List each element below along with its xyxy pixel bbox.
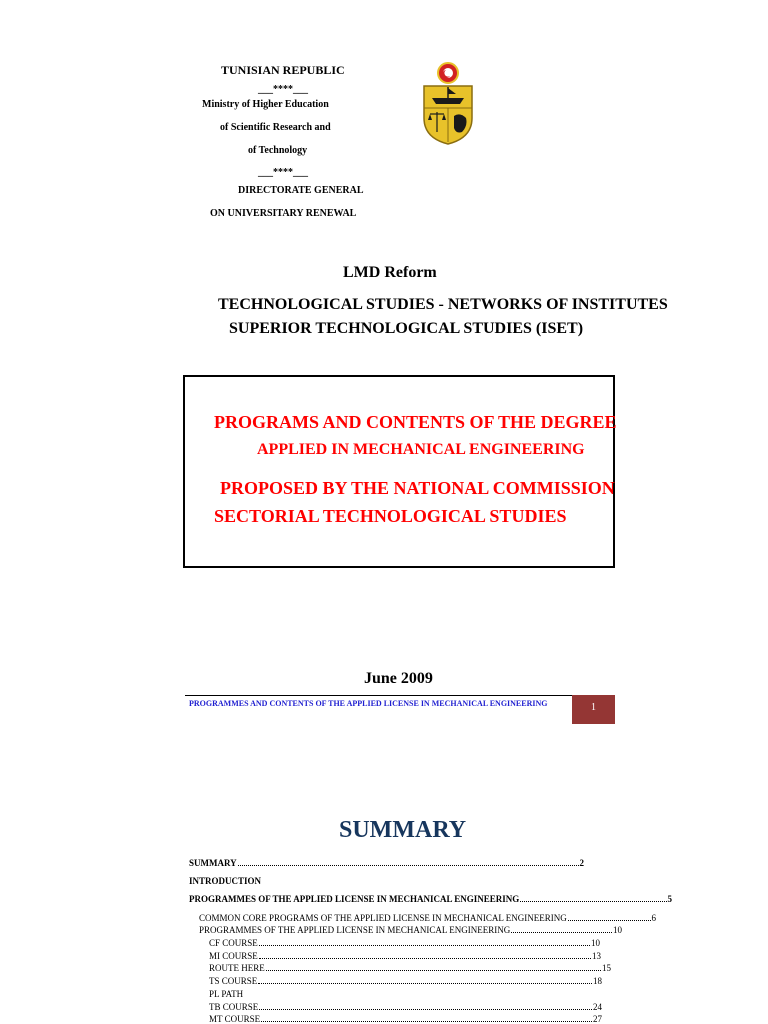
ministry-line: Ministry of Higher Education bbox=[202, 99, 329, 110]
directorate-line: ON UNIVERSITARY RENEWAL bbox=[210, 208, 357, 219]
ministry-line: of Technology bbox=[248, 145, 308, 156]
toc-page: 6 bbox=[651, 913, 656, 923]
box-title-line: PROPOSED BY THE NATIONAL COMMISSION bbox=[220, 478, 615, 498]
toc-entry[interactable] bbox=[209, 1014, 602, 1024]
toc-label: CF COURSE bbox=[209, 938, 258, 948]
toc-entry[interactable] bbox=[189, 894, 672, 904]
toc-leader bbox=[520, 901, 666, 902]
toc-leader bbox=[238, 865, 579, 866]
toc-entry[interactable] bbox=[209, 1002, 602, 1012]
toc-entry[interactable] bbox=[209, 951, 601, 961]
coat-of-arms-icon bbox=[420, 60, 476, 146]
toc-label: COMMON CORE PROGRAMS OF THE APPLIED LICENSE IN MECHANICAL ENGINEERING bbox=[199, 913, 567, 923]
directorate-line: DIRECTORATE GENERAL bbox=[238, 185, 364, 196]
toc-page: 2 bbox=[579, 858, 584, 868]
toc-leader bbox=[568, 920, 651, 921]
republic-label: TUNISIAN REPUBLIC bbox=[221, 63, 345, 77]
toc-label: PROGRAMMES OF THE APPLIED LICENSE IN MECHANICAL ENGINEERING bbox=[199, 925, 511, 935]
page-number-badge bbox=[572, 695, 615, 724]
toc-entry[interactable] bbox=[199, 925, 622, 935]
toc-leader bbox=[261, 1021, 592, 1022]
toc-page: 10 bbox=[613, 925, 622, 935]
separator: ___****___ bbox=[258, 167, 308, 178]
toc-page: 13 bbox=[592, 951, 601, 961]
box-title-line: APPLIED IN MECHANICAL ENGINEERING bbox=[257, 441, 585, 458]
tech-title-line: SUPERIOR TECHNOLOGICAL STUDIES (ISET) bbox=[229, 320, 584, 337]
toc-label: PROGRAMMES OF THE APPLIED LICENSE IN MECHANICAL ENGINEERING bbox=[189, 894, 520, 904]
ministry-line: of Scientific Research and bbox=[220, 122, 331, 133]
toc-leader bbox=[266, 970, 601, 971]
toc-leader bbox=[511, 932, 612, 933]
toc-leader bbox=[259, 945, 590, 946]
toc-page: 15 bbox=[602, 963, 611, 973]
toc-entry[interactable] bbox=[189, 858, 584, 868]
publication-date: June 2009 bbox=[364, 670, 433, 687]
box-title-line: SECTORIAL TECHNOLOGICAL STUDIES bbox=[214, 506, 567, 526]
toc-page: 24 bbox=[593, 1002, 602, 1012]
toc-label: PL PATH bbox=[209, 989, 244, 999]
toc-leader bbox=[258, 983, 592, 984]
tech-title-line: TECHNOLOGICAL STUDIES - NETWORKS OF INSTITUTES bbox=[218, 296, 668, 313]
toc-label: MT COURSE bbox=[209, 1014, 261, 1024]
toc-entry[interactable] bbox=[199, 913, 656, 923]
footer-rule bbox=[185, 695, 615, 696]
toc-page: 10 bbox=[591, 938, 600, 948]
toc-entry[interactable] bbox=[209, 989, 243, 999]
toc-page: 27 bbox=[593, 1014, 602, 1024]
toc-entry[interactable] bbox=[209, 963, 611, 973]
separator: ___****___ bbox=[258, 84, 308, 95]
footer-text: PROGRAMMES AND CONTENTS OF THE APPLIED LICENSE IN MECHANICAL ENGINEERING bbox=[189, 699, 548, 708]
toc-entry[interactable] bbox=[209, 976, 602, 986]
toc-label: SUMMARY bbox=[189, 858, 237, 868]
toc-label: TS COURSE bbox=[209, 976, 258, 986]
toc-label: ROUTE HERE bbox=[209, 963, 265, 973]
reform-title: LMD Reform bbox=[343, 264, 437, 281]
toc-label: TB COURSE bbox=[209, 1002, 259, 1012]
toc-page: 18 bbox=[593, 976, 602, 986]
title-box bbox=[183, 375, 615, 568]
toc-entry[interactable] bbox=[189, 876, 261, 886]
toc-label: MI COURSE bbox=[209, 951, 258, 961]
box-title-line: PROGRAMS AND CONTENTS OF THE DEGREE bbox=[214, 412, 617, 432]
toc-leader bbox=[259, 958, 591, 959]
toc-label: INTRODUCTION bbox=[189, 876, 262, 886]
summary-heading: SUMMARY bbox=[339, 817, 467, 843]
page-number: 1 bbox=[591, 702, 596, 713]
toc-leader bbox=[259, 1009, 592, 1010]
toc-entry[interactable] bbox=[209, 938, 600, 948]
toc-page: 5 bbox=[667, 894, 672, 904]
